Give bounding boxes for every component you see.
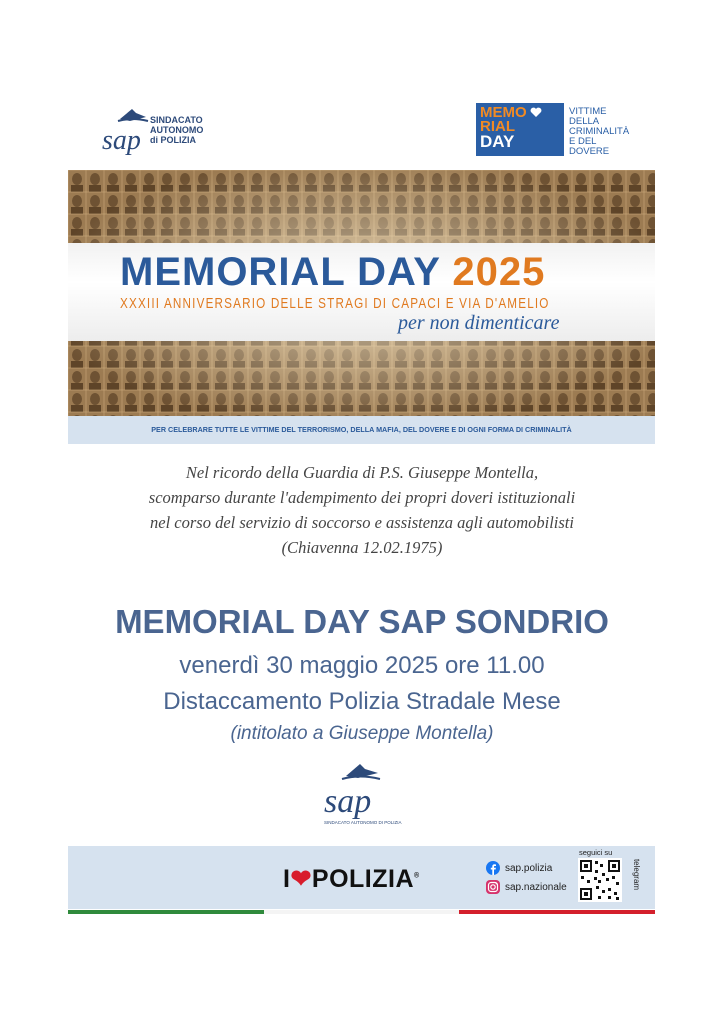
sap-logo-bottom [320, 760, 404, 828]
banner-year: 2025 [452, 250, 546, 294]
sap-bottom-caption: SINDACATO AUTONOMO DI POLIZIA [324, 820, 402, 825]
memorial-day-subtitle [569, 107, 629, 157]
sap-name-line: SINDACATO [150, 115, 203, 125]
event-title: MEMORIAL DAY SAP SONDRIO [115, 603, 609, 640]
event-note: (intitolato a Giuseppe Montella) [230, 723, 494, 744]
md-right-line: CRIMINALITÀ [569, 126, 630, 137]
event-date: venerdì 30 maggio 2025 ore 11.00 [179, 652, 545, 679]
event-place: Distaccamento Polizia Stradale Mese [163, 688, 561, 715]
svg-text:sap: sap [102, 125, 141, 155]
dedication-line: Nel ricordo della Guardia di P.S. Giuseppe Montella, [185, 463, 539, 482]
banner-strip: PER CELEBRARE TUTTE LE VITTIME DEL TERRORISMO, DELLA MAFIA, DEL DOVERE E DI OGNI FORMA DI CRIMINALITÀ [68, 416, 655, 444]
sap-logo-name [150, 115, 203, 145]
telegram-label: telegram [632, 858, 642, 891]
memorial-banner [68, 170, 655, 416]
svg-text:sap: sap [324, 783, 372, 820]
footer-bar [68, 846, 655, 909]
heart-icon: ❤ [290, 865, 312, 893]
memorial-day-logo [476, 103, 564, 156]
sap-name-line: AUTONOMO [150, 125, 204, 135]
banner-title [120, 250, 545, 295]
md-right-line: VITTIME [569, 106, 607, 117]
italian-flag-stripe [68, 910, 655, 914]
md-logo-line: RIAL [480, 118, 515, 135]
md-right-line: E DEL [569, 136, 597, 147]
flag-red [459, 910, 655, 914]
ilove-word: POLIZIA [311, 865, 415, 893]
sap-name-line: di POLIZIA [150, 135, 196, 145]
md-logo-line: DAY [480, 132, 515, 151]
ilove-i: I [283, 865, 291, 893]
banner-tagline: per non dimenticare [398, 312, 560, 334]
qr-code-icon[interactable] [578, 858, 622, 902]
instagram-icon[interactable] [486, 880, 500, 894]
facebook-icon[interactable] [486, 861, 500, 875]
i-love-polizia: I❤POLIZIA® [283, 865, 420, 893]
dedication-line: nel corso del servizio di soccorso e assistenza agli automobilisti [150, 513, 574, 532]
md-right-line: DOVERE [569, 146, 610, 157]
flag-green [68, 910, 264, 914]
md-logo-line: MEMO [480, 104, 527, 121]
md-right-line: DELLA [569, 116, 600, 127]
instagram-handle[interactable]: sap.nazionale [505, 882, 567, 893]
banner-subtitle: XXXIII ANNIVERSARIO DELLE STRAGI DI CAPACI E VIA D'AMELIO [120, 295, 550, 312]
dedication [0, 460, 724, 560]
dedication-line: (Chiavenna 12.02.1975) [281, 538, 443, 557]
heart-icon [530, 107, 542, 118]
flag-white [264, 910, 460, 914]
dedication-line: scomparso durante l'adempimento dei propri doveri istituzionali [148, 488, 576, 507]
banner-title-text: MEMORIAL DAY [120, 250, 441, 294]
facebook-handle[interactable]: sap.polizia [505, 863, 553, 874]
seguici-label: seguici su [579, 848, 613, 857]
